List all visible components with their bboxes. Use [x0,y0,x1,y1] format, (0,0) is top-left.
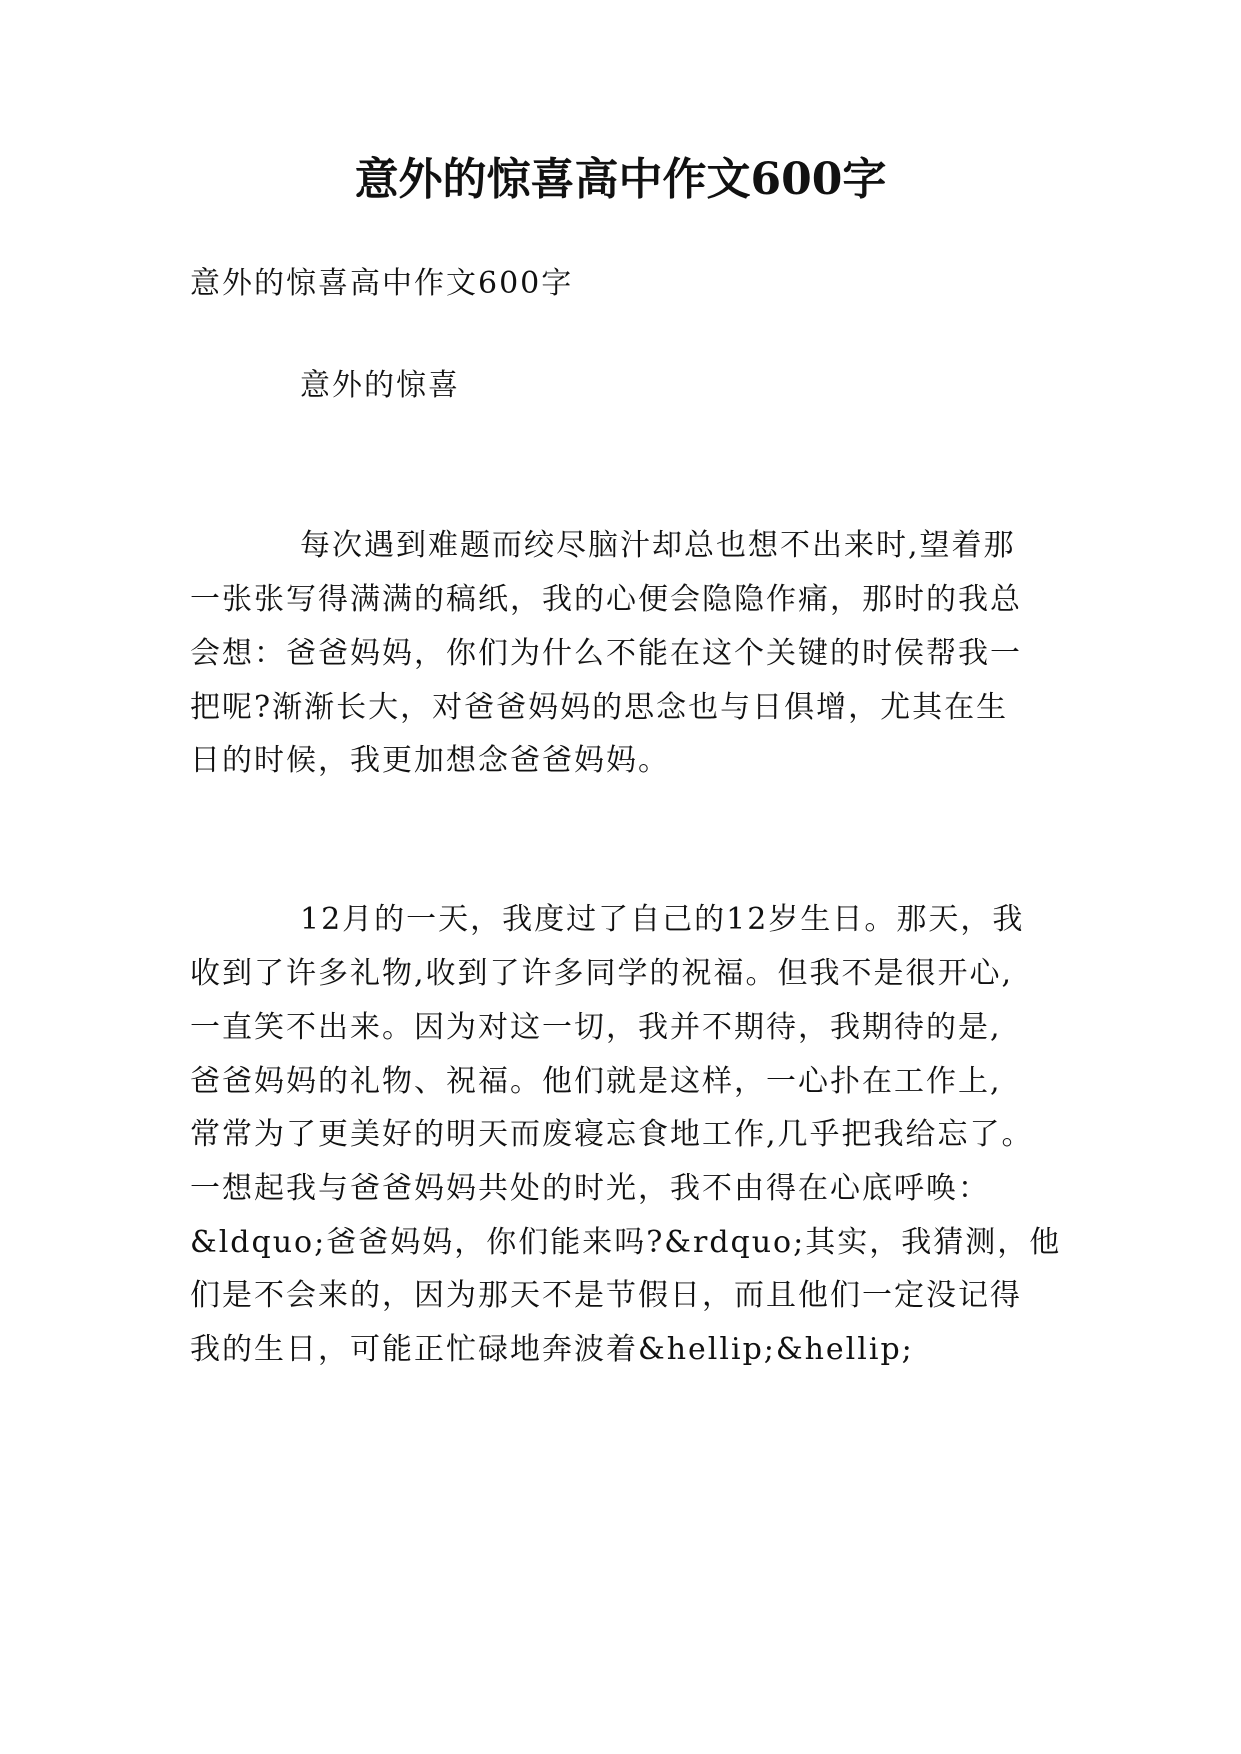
paragraph-line: 一想起我与爸爸妈妈共处的时光，我不由得在心底呼唤： [190,1171,990,1206]
section-heading: 意外的惊喜 [300,368,460,403]
paragraph-line: 把呢?渐渐长大，对爸爸妈妈的思念也与日俱增，尤其在生 [190,690,1009,725]
paragraph-line: 常常为了更美好的明天而废寝忘食地工作,几乎把我给忘了。 [190,1117,1034,1152]
paragraph-line: 12月的一天，我度过了自己的12岁生日。那天，我 [300,902,1025,937]
document-subtitle: 意外的惊喜高中作文600字 [190,266,574,301]
paragraph-line: 一直笑不出来。因为对这一切，我并不期待，我期待的是, [190,1010,1002,1045]
document-title: 意外的惊喜高中作文600字 [354,154,887,205]
paragraph-line: 会想：爸爸妈妈，你们为什么不能在这个关键的时侯帮我一 [190,636,1022,671]
paragraph-line: 一张张写得满满的稿纸，我的心便会隐隐作痛，那时的我总 [190,582,1022,617]
paragraph-line: 我的生日，可能正忙碌地奔波着&hellip;&hellip; [190,1332,914,1367]
paragraph-line: 每次遇到难题而绞尽脑汁却总也想不出来时,望着那 [300,528,1016,563]
paragraph-line: 收到了许多礼物,收到了许多同学的祝福。但我不是很开心, [190,956,1014,991]
paragraph-line: 日的时候，我更加想念爸爸妈妈。 [190,743,670,778]
paragraph-line: &ldquo;爸爸妈妈，你们能来吗?&rdquo;其实，我猜测，他 [190,1225,1062,1260]
paragraph-line: 们是不会来的，因为那天不是节假日，而且他们一定没记得 [190,1278,1022,1313]
paragraph-line: 爸爸妈妈的礼物、祝福。他们就是这样，一心扑在工作上, [190,1064,1002,1099]
